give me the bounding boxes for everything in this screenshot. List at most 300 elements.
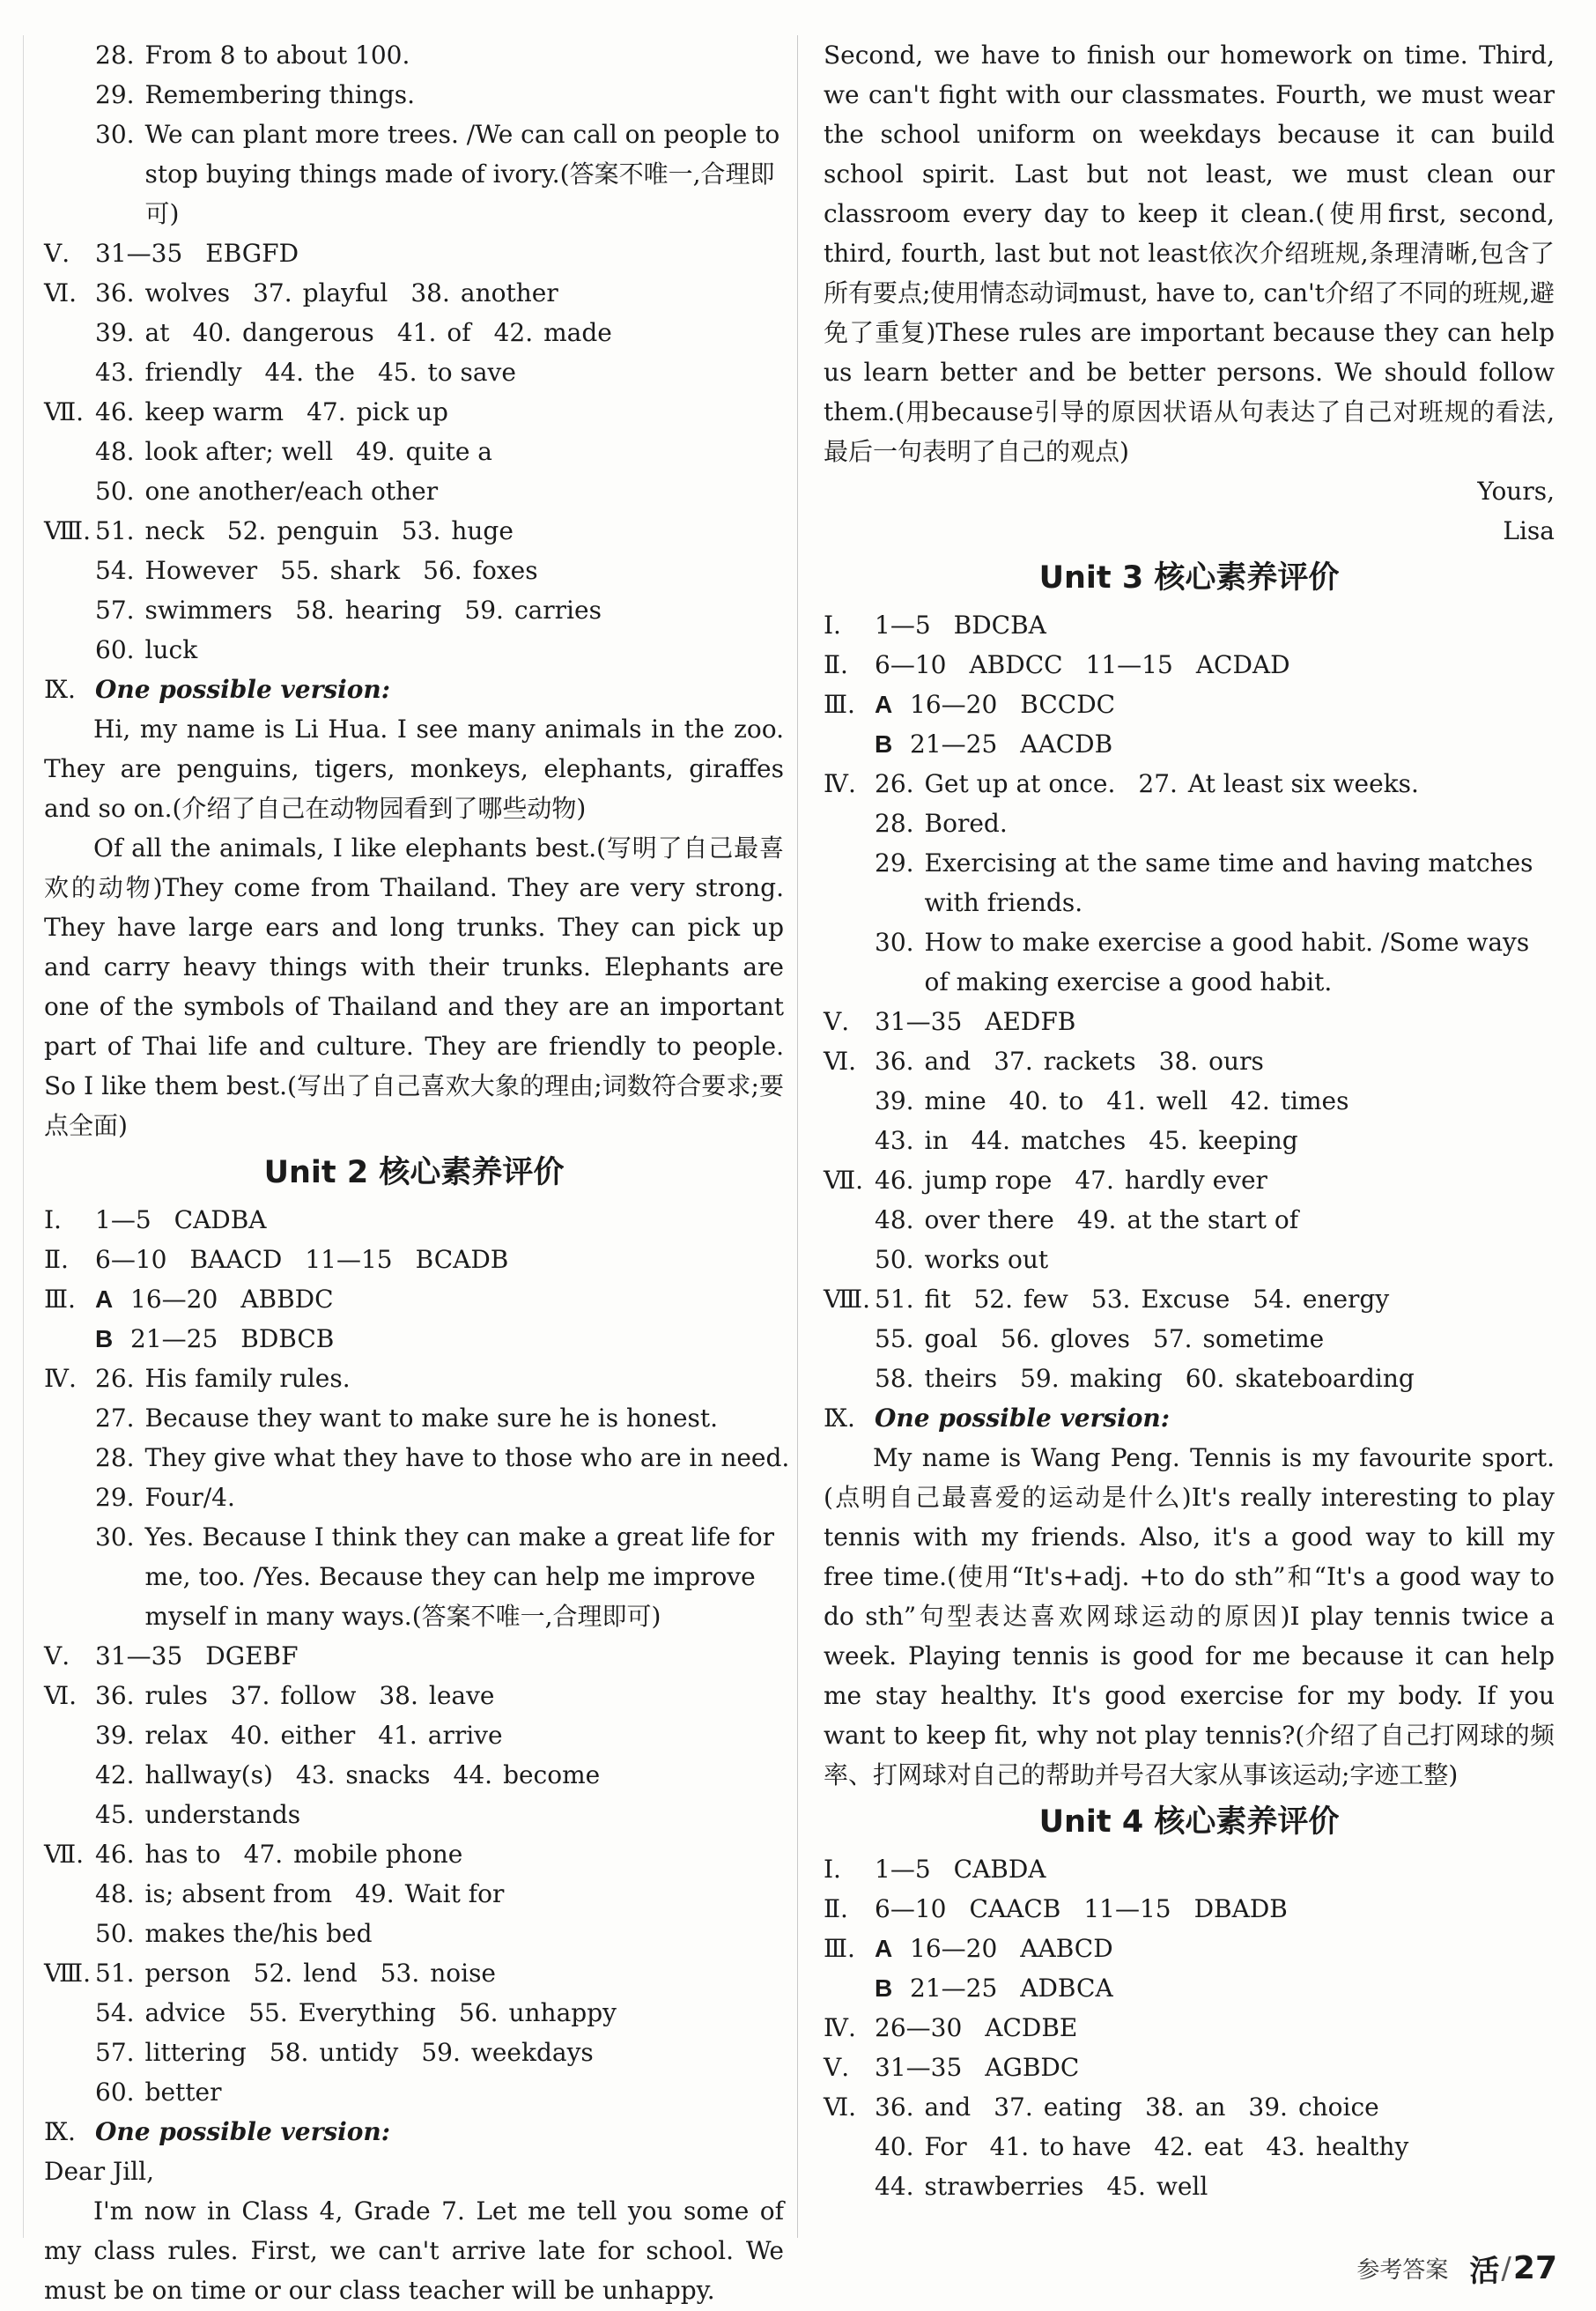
answer-row: [824, 1200, 1555, 1240]
item-number: 53.: [380, 1959, 420, 1988]
item-number: 37.: [994, 2092, 1033, 2122]
item-number: 45.: [1106, 2172, 1146, 2201]
section-7: [44, 1834, 784, 1953]
section-9: [44, 670, 784, 1145]
item-number: 46.: [95, 397, 135, 426]
answer-text: one another/each other: [144, 477, 439, 506]
item-number: 26.: [95, 1364, 135, 1393]
item-number: 36.: [95, 278, 135, 307]
answer-item: [95, 1874, 332, 1914]
item-number: 52.: [253, 1959, 293, 1988]
answer-text: an: [1194, 2092, 1226, 2122]
section-number: Ⅲ.: [824, 690, 855, 719]
section-number: Ⅱ.: [824, 1894, 848, 1923]
answer-text: How to make exercise a good habit. /Some ways of making exercise a good habit.: [924, 928, 1530, 996]
answer-item: [875, 1081, 986, 1121]
item-number: 46.: [875, 1166, 914, 1195]
answer-item: [244, 1834, 463, 1874]
answer-text: person: [144, 1959, 231, 1988]
answer-row: [824, 1398, 1555, 1438]
item-number: 42.: [493, 318, 534, 347]
answer-item: [296, 1755, 431, 1795]
answer-item: [1153, 1319, 1324, 1359]
answer-row: [44, 1874, 784, 1914]
answer-text: of: [447, 318, 471, 347]
answer-item: [95, 1993, 225, 2033]
answer-item: [95, 471, 438, 511]
section-number: Ⅷ.: [44, 516, 92, 545]
section-number: Ⅴ.: [44, 1641, 70, 1670]
answer-item: [459, 1993, 617, 2033]
answer-text: dangerous: [242, 318, 374, 347]
answer-text: ACDAD: [1195, 650, 1290, 679]
section-number: Ⅰ.: [824, 611, 841, 640]
answer-item: [253, 273, 388, 313]
answer-item: [1159, 1041, 1264, 1081]
item-number: 44.: [453, 1760, 493, 1789]
section-3a: [44, 1279, 784, 1319]
answer-item: [356, 432, 492, 471]
item-number: 30.: [95, 120, 135, 149]
answer-text: Exercising at the same time and having matches with friends.: [924, 848, 1533, 917]
answer-item: [1020, 1359, 1163, 1398]
answer-item: [381, 1953, 496, 1993]
answer-row: [44, 1359, 784, 1398]
section-number: Ⅰ.: [824, 1855, 841, 1884]
answer-item: [875, 1319, 978, 1359]
item-number: 58.: [269, 2038, 309, 2067]
answer-item: [95, 1953, 231, 1993]
answer-item: [1077, 1200, 1298, 1240]
answer-row: [824, 1081, 1555, 1121]
answer-text: penguin: [277, 516, 379, 545]
answer-item: [95, 2072, 221, 2112]
answer-text: AABCD: [1020, 1934, 1113, 1963]
answer-text: at: [144, 318, 170, 347]
item-number: 57.: [95, 596, 135, 625]
answer-row: [824, 2127, 1555, 2167]
answer-item: 31—35: [875, 1007, 963, 1036]
answer-item: [378, 1715, 502, 1755]
answer-text: ADBCA: [1020, 1974, 1113, 2003]
item-number: 47.: [1075, 1166, 1114, 1195]
answer-text: is; absent from: [144, 1879, 333, 1908]
answer-item: [1248, 2087, 1378, 2127]
answer-row: [44, 630, 784, 670]
item-number: 49.: [355, 1879, 395, 1908]
section-number: Ⅳ.: [824, 2013, 856, 2042]
unit-3-title: Unit 3 核心素养评价: [1038, 560, 1340, 596]
item-number: 60.: [95, 635, 135, 664]
answer-text: look after; well: [144, 437, 334, 466]
item-number: 36.: [875, 2092, 914, 2122]
item-number: 39.: [95, 1721, 135, 1750]
answer-text: B: [875, 1974, 893, 2002]
answer-item: [1009, 1081, 1084, 1121]
item-number: 54.: [95, 1998, 135, 2027]
item-number: 50.: [95, 477, 135, 506]
section-number: Ⅷ.: [44, 1959, 92, 1988]
column-divider: [797, 35, 798, 2238]
answer-item: [378, 352, 516, 392]
answer-line: [44, 115, 784, 233]
answer-text: They give what they have to those who are in need.: [144, 1443, 790, 1472]
answer-text: Yes. Because I think they can make a great life for me, too. /Yes. Because they can help me improve myself in many ways.(答案不唯一,合理即可): [144, 1522, 775, 1631]
section-8: [44, 1953, 784, 2112]
answer-item: [270, 2033, 399, 2072]
answer-row: [44, 1953, 784, 1993]
answer-text: well: [1156, 1086, 1208, 1115]
answer-item: 1—5: [95, 1205, 151, 1234]
answer-text: snacks: [345, 1760, 431, 1789]
answer-item: [295, 590, 441, 630]
answer-row: [44, 432, 784, 471]
answer-text: fit: [924, 1285, 951, 1314]
section-number: Ⅵ.: [824, 1047, 857, 1076]
answer-row: [44, 1834, 784, 1874]
item-number: 41.: [396, 318, 437, 347]
answer-row: [824, 2167, 1555, 2206]
answer-item: [95, 1834, 221, 1874]
answer-text: unhappy: [508, 1998, 617, 2027]
item-number: 50.: [95, 1919, 135, 1948]
answer-row: [824, 1359, 1555, 1398]
answer-text: AACDB: [1020, 730, 1113, 759]
answer-item: [1252, 1279, 1389, 1319]
answer-item: [95, 1914, 373, 1953]
item-number: 60.: [95, 2078, 135, 2107]
answer-text: BDCBA: [953, 611, 1046, 640]
answer-text: made: [543, 318, 612, 347]
answer-text: BCCDC: [1020, 690, 1116, 719]
answer-item: [875, 1240, 1048, 1279]
answer-text: goal: [924, 1324, 978, 1353]
item-number: 43.: [295, 1760, 336, 1789]
section-number: Ⅵ.: [44, 278, 78, 307]
answer-text: skateboarding: [1235, 1364, 1415, 1393]
item-number: 28.: [95, 1443, 135, 1472]
answer-text: leave: [428, 1681, 495, 1710]
answer-line: [44, 75, 784, 115]
section-3a: [824, 685, 1555, 724]
answer-row: [44, 392, 784, 432]
item-number: 59.: [464, 596, 504, 625]
section-number: Ⅶ.: [824, 1166, 864, 1195]
answer-text: mine: [924, 1086, 986, 1115]
answer-text: CABDA: [953, 1855, 1046, 1884]
answer-item: [875, 1160, 1052, 1200]
section-number: Ⅷ.: [824, 1285, 871, 1314]
answer-item: [95, 1795, 300, 1834]
item-number: 28.: [95, 41, 135, 70]
answer-item: [254, 1953, 358, 1993]
answer-item: [454, 1755, 601, 1795]
answer-item: [95, 1676, 208, 1715]
essay-paragraph: Second, we have to finish our homework on time. Third, we can't fight with our classmates. Fourth, we must wear the school uniform on weekdays because it can build school spirit. Last but not least, we must clean our classroom every day to keep it clean.(使用first, second, third, fourth, last but not least依次介绍班规,条理清晰,包含了所有要点;使用情态动词must, have to, can't介绍了不同的班规,避免了重复)These rules are important because they can help us learn better and be better persons. We should follow them.(用because引导的原因状语从句表达了自己对班规的看法,最后一句表明了自己的观点): [824, 41, 1555, 466]
answer-text: One possible version:: [95, 2117, 391, 2146]
section-number: Ⅳ.: [824, 769, 856, 798]
answer-item: [95, 511, 204, 551]
answer-row: [824, 804, 1555, 843]
answer-item: 6—10: [875, 1894, 947, 1923]
answer-text: jump rope: [924, 1166, 1053, 1195]
item-number: 38.: [1158, 1047, 1199, 1076]
item-number: 42.: [1230, 1086, 1270, 1115]
answer-text: hallway(s): [144, 1760, 273, 1789]
answer-row: [44, 551, 784, 590]
answer-item: [1106, 2167, 1208, 2206]
answer-text: strawberries: [924, 2172, 1084, 2201]
answer-item: 21—25: [130, 1324, 218, 1353]
answer-item: 1—5: [875, 611, 931, 640]
answer-text: and: [924, 1047, 972, 1076]
item-number: 60.: [1185, 1364, 1225, 1393]
item-number: 51.: [95, 1959, 135, 1988]
section-9: [824, 1398, 1555, 1795]
answer-text: B: [875, 730, 893, 758]
letter-greeting: Dear Jill,: [44, 2157, 154, 2186]
answer-text: For: [924, 2132, 967, 2161]
section-2: [44, 1240, 784, 1279]
answer-item: [494, 313, 612, 352]
answer-text: keeping: [1198, 1126, 1298, 1155]
answer-item: [1145, 2087, 1225, 2127]
section-3b: [824, 724, 1555, 764]
section-number: Ⅱ.: [44, 1245, 69, 1274]
item-number: 30.: [95, 1522, 135, 1552]
answer-text: times: [1280, 1086, 1349, 1115]
item-number: 36.: [95, 1681, 135, 1710]
answer-text: His family rules.: [144, 1364, 351, 1393]
section-number: Ⅸ.: [44, 675, 76, 704]
section-9: [44, 2112, 784, 2310]
item-number: 54.: [1252, 1285, 1292, 1314]
item-number: 56.: [458, 1998, 499, 2027]
item-number: 46.: [95, 1840, 135, 1869]
answer-item: [397, 313, 471, 352]
answer-text: at the start of: [1127, 1205, 1299, 1234]
item-number: 47.: [307, 397, 346, 426]
answer-text: DBADB: [1193, 1894, 1288, 1923]
item-number: 38.: [379, 1681, 418, 1710]
section-number: Ⅸ.: [824, 1404, 855, 1433]
answer-text: hearing: [344, 596, 442, 625]
answer-row: [44, 1517, 784, 1636]
section-number: Ⅶ.: [44, 1840, 85, 1869]
answer-item: [1186, 1359, 1415, 1398]
answer-item: [972, 1121, 1127, 1160]
section-2: [824, 1889, 1555, 1929]
answer-text: theirs: [924, 1364, 998, 1393]
item-number: 53.: [1090, 1285, 1131, 1314]
answer-text: Bored.: [924, 809, 1008, 838]
answer-item: [248, 1993, 436, 2033]
answer-text: lend: [303, 1959, 358, 1988]
answer-item: [307, 392, 448, 432]
answer-text: making: [1069, 1364, 1163, 1393]
footer-label: 参考答案: [1356, 2257, 1449, 2284]
answer-text: Get up at once.: [924, 769, 1116, 798]
unit-4-title: Unit 4 核心素养评价: [1038, 1804, 1340, 1840]
item-number: 55.: [248, 1998, 288, 2027]
item-number: 36.: [875, 1047, 914, 1076]
answer-item: [95, 1715, 208, 1755]
answer-text: to have: [1039, 2132, 1132, 2161]
answer-text: B: [95, 1325, 114, 1352]
answer-item: [95, 590, 272, 630]
item-number: 45.: [377, 358, 417, 387]
item-number: 57.: [1153, 1324, 1193, 1353]
item-number: 56.: [1000, 1324, 1040, 1353]
answer-item: 11—15: [1085, 650, 1173, 679]
answer-text: littering: [144, 2038, 247, 2067]
answer-item: [421, 2033, 593, 2072]
answer-text: eating: [1043, 2092, 1123, 2122]
answer-text: over there: [924, 1205, 1054, 1234]
item-number: 37.: [253, 278, 292, 307]
left-column: [44, 35, 790, 2310]
section-6: [44, 1676, 784, 1834]
answer-item: [875, 1279, 950, 1319]
answer-item: [231, 1676, 357, 1715]
answer-row: [44, 670, 784, 709]
answer-item: [875, 1041, 971, 1081]
answer-text: friendly: [144, 358, 242, 387]
letter-signer: Lisa: [1503, 516, 1555, 545]
section-5: [824, 1002, 1555, 1041]
section-number: Ⅴ.: [824, 2053, 850, 2082]
item-number: 27.: [1138, 769, 1178, 798]
answer-item: 16—20: [130, 1285, 218, 1314]
answer-item: ABDCC: [969, 650, 1063, 679]
section-5: [824, 2048, 1555, 2087]
section-2: [824, 645, 1555, 685]
answer-item: [994, 2087, 1122, 2127]
answer-line: [44, 35, 784, 75]
answer-text: DGEBF: [205, 1641, 299, 1670]
margin-rule: [23, 35, 24, 2238]
answer-item: [402, 511, 514, 551]
answer-text: relax: [144, 1721, 208, 1750]
answer-text: Excuse: [1141, 1285, 1230, 1314]
answer-row: [44, 1715, 784, 1755]
answer-row: [44, 2072, 784, 2112]
answer-row: [824, 1160, 1555, 1200]
item-number: 27.: [95, 1404, 135, 1433]
answer-item: [875, 2167, 1083, 2206]
item-number: 40.: [192, 318, 233, 347]
answer-row: [44, 1993, 784, 2033]
item-number: 43.: [875, 1126, 914, 1155]
answer-text: few: [1023, 1285, 1068, 1314]
answer-text: choice: [1297, 2092, 1379, 2122]
answer-item: 16—20: [910, 690, 998, 719]
answer-item: [875, 1359, 997, 1398]
item-number: 29.: [95, 1483, 135, 1512]
brand-mark: 活: [1469, 2254, 1500, 2289]
answer-item: [973, 1279, 1068, 1319]
answer-row: [44, 1755, 784, 1795]
item-number: 38.: [1145, 2092, 1185, 2122]
answer-text: noise: [430, 1959, 497, 1988]
answer-text: huge: [451, 516, 514, 545]
answer-text: to save: [427, 358, 516, 387]
answer-item: BAACD: [189, 1245, 283, 1274]
answer-item: [95, 1755, 273, 1795]
answer-text: shark: [329, 556, 401, 585]
answer-text: makes the/his bed: [144, 1919, 373, 1948]
item-number: 39.: [875, 1086, 914, 1115]
answer-text: healthy: [1315, 2132, 1409, 2161]
right-column: [824, 35, 1555, 2206]
section-4: [44, 1359, 790, 1636]
item-number: 39.: [1248, 2092, 1288, 2122]
answer-text: arrive: [427, 1721, 503, 1750]
answer-item: [994, 1041, 1135, 1081]
answer-text: pick up: [356, 397, 448, 426]
answer-text: neck: [144, 516, 204, 545]
answer-item: [280, 551, 400, 590]
item-number: 55.: [875, 1324, 914, 1353]
item-number: 42.: [1154, 2132, 1193, 2161]
answer-text: However: [144, 556, 258, 585]
answer-item: 21—25: [910, 1974, 998, 2003]
answer-text: gloves: [1050, 1324, 1130, 1353]
section-4: [824, 2008, 1555, 2048]
answer-text: eat: [1203, 2132, 1244, 2161]
letter-closing: Yours,: [1477, 477, 1555, 506]
answer-text: well: [1156, 2172, 1208, 2201]
answer-text: weekdays: [470, 2038, 594, 2067]
item-number: 41.: [1106, 1086, 1146, 1115]
item-number: 41.: [989, 2132, 1030, 2161]
section-3b: [44, 1319, 784, 1359]
item-number: 48.: [95, 1879, 135, 1908]
item-number: 51.: [95, 516, 135, 545]
item-number: 55.: [280, 556, 320, 585]
answer-item: [875, 764, 1115, 804]
answer-item: [95, 313, 169, 352]
answer-item: [1091, 1279, 1230, 1319]
answer-item: [95, 432, 333, 471]
answer-text: hardly ever: [1124, 1166, 1267, 1195]
answer-text: rules: [144, 1681, 208, 1710]
page-footer: [1356, 2247, 1557, 2290]
section-7: [44, 392, 784, 511]
answer-item: [1106, 1081, 1208, 1121]
section-5: [44, 1636, 784, 1676]
answer-item: [464, 590, 602, 630]
item-number: 41.: [378, 1721, 417, 1750]
answer-text: quite a: [405, 437, 492, 466]
answer-text: playful: [302, 278, 388, 307]
answer-item: [410, 273, 558, 313]
item-number: 44.: [971, 1126, 1011, 1155]
section-3a: [824, 1929, 1555, 1968]
answer-row: [44, 471, 784, 511]
item-number: 43.: [95, 358, 135, 387]
item-number: 48.: [875, 1205, 914, 1234]
essay-paragraph: Of all the animals, I like elephants best.(写明了自己最喜欢的动物)They come from Thailand. They are very strong. They have large ears and long trunks. They can pick up and carry heavy things with their trunks. Elephants are one of the symbols of Thailand and they are an important part of Thai life and culture. They are friendly to people. So I like them best.(写出了自己喜欢大象的理由;词数符合要求;要点全面): [44, 833, 784, 1140]
answer-text: follow: [280, 1681, 357, 1710]
item-number: 45.: [1149, 1126, 1188, 1155]
answer-text: untidy: [319, 2038, 399, 2067]
answer-row: [44, 1398, 784, 1438]
answer-item: [379, 1676, 494, 1715]
answer-item: [95, 352, 242, 392]
answer-text: ours: [1208, 1047, 1264, 1076]
answer-item: [227, 511, 379, 551]
